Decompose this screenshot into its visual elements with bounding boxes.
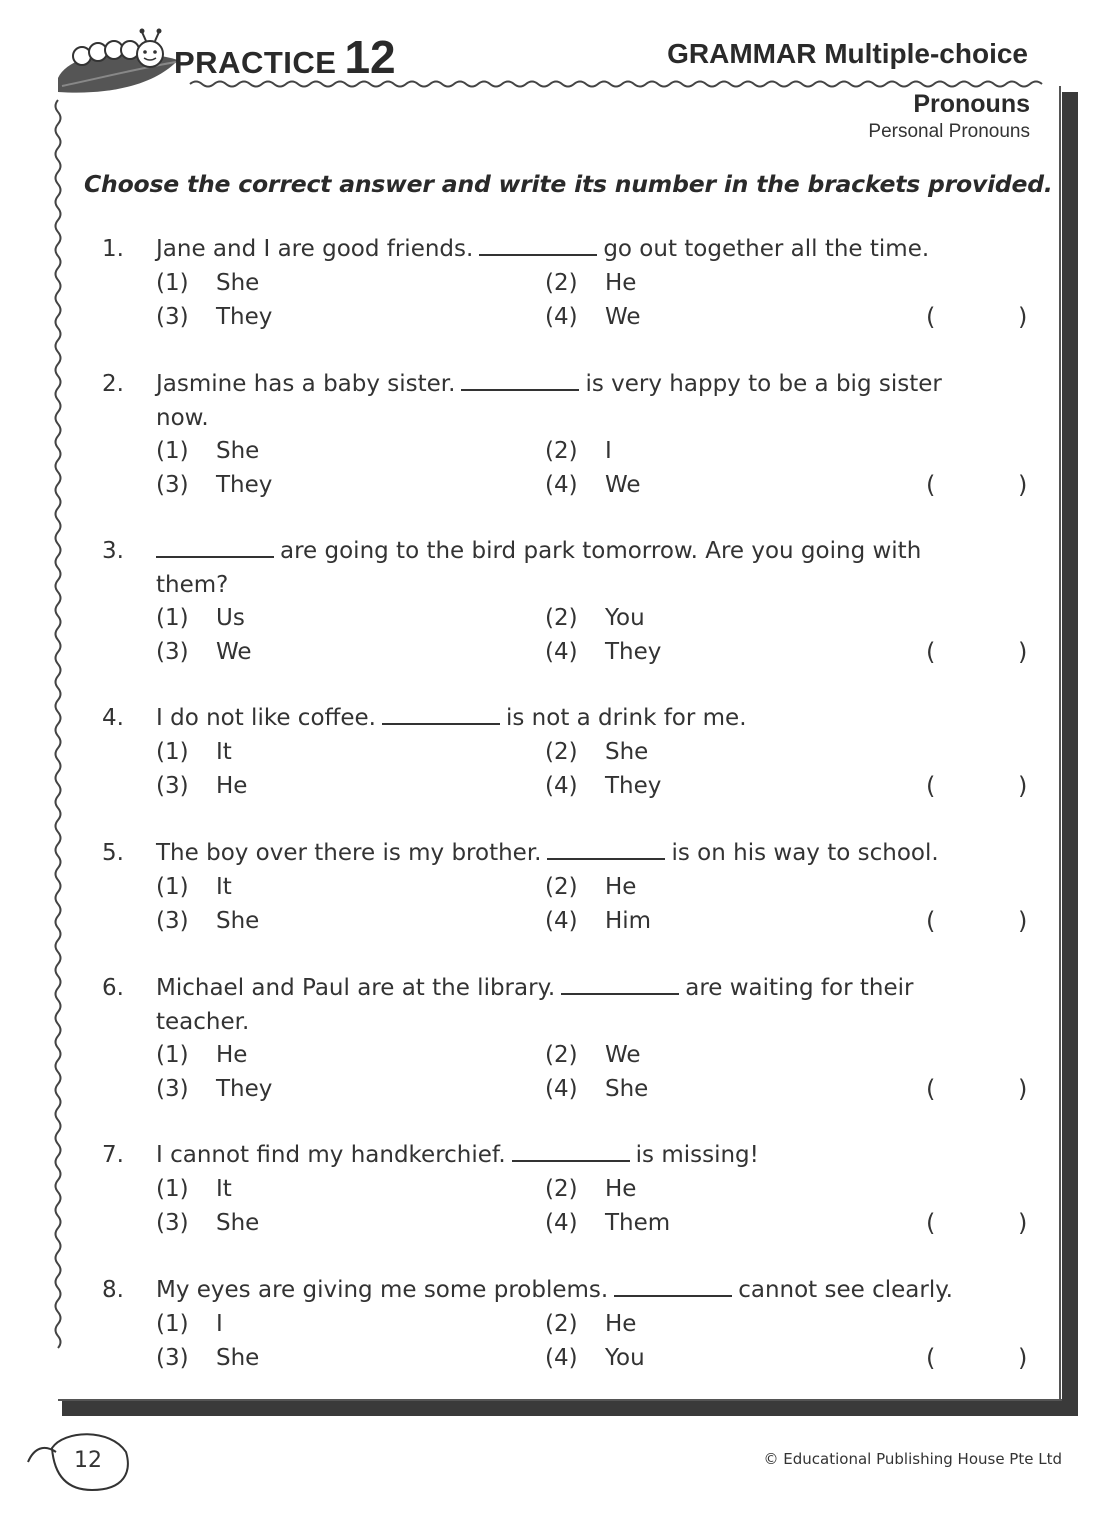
caterpillar-leaf-icon	[58, 29, 178, 93]
question-text	[156, 975, 913, 1001]
option-number: (2)	[545, 270, 578, 296]
answer-bracket-close[interactable]: )	[1018, 772, 1028, 800]
option-number: (2)	[545, 438, 578, 464]
option-text: It	[216, 739, 232, 765]
option-number: (3)	[156, 773, 189, 799]
question-text-after: cannot see clearly.	[738, 1277, 953, 1303]
option-text: Him	[605, 908, 652, 934]
answer-blank[interactable]	[479, 254, 597, 256]
answer-option[interactable]	[156, 1311, 223, 1337]
question-text-before: I do not like coffee.	[156, 705, 376, 731]
question-number: 1.	[102, 236, 124, 262]
option-number: (2)	[545, 1176, 578, 1202]
question-text	[156, 705, 747, 731]
option-text: We	[216, 639, 252, 665]
option-text: They	[216, 472, 273, 498]
answer-bracket-close[interactable]: )	[1018, 303, 1028, 331]
question-text-after: are waiting for their	[685, 975, 914, 1001]
option-text: He	[216, 773, 248, 799]
answer-option[interactable]	[156, 908, 259, 934]
answer-option[interactable]	[545, 1345, 645, 1371]
option-number: (1)	[156, 739, 189, 765]
practice-number: 12	[344, 31, 396, 83]
option-text: She	[216, 270, 260, 296]
option-number: (1)	[156, 605, 189, 631]
question-number: 2.	[102, 371, 124, 397]
option-number: (3)	[156, 304, 189, 330]
answer-option[interactable]	[545, 773, 661, 799]
option-text: Us	[216, 605, 245, 631]
answer-bracket-close[interactable]: )	[1018, 1344, 1028, 1372]
option-number: (4)	[545, 472, 578, 498]
question-text	[156, 236, 929, 262]
question-text-continued: now.	[156, 405, 209, 431]
question-number: 6.	[102, 975, 124, 1001]
answer-bracket-close[interactable]: )	[1018, 1075, 1028, 1103]
option-text: You	[605, 1345, 645, 1371]
option-number: (4)	[545, 1076, 578, 1102]
answer-option[interactable]	[545, 1076, 648, 1102]
question-text-after: is not a drink for me.	[505, 705, 747, 731]
answer-option[interactable]	[545, 874, 636, 900]
option-text: He	[216, 1042, 248, 1068]
answer-bracket-open[interactable]: (	[926, 907, 936, 935]
topic-title: Pronouns	[913, 90, 1030, 118]
answer-blank[interactable]	[561, 993, 679, 995]
answer-option[interactable]	[156, 739, 232, 765]
question-text-before: Michael and Paul are at the library.	[156, 975, 556, 1001]
question-number: 5.	[102, 840, 124, 866]
option-number: (1)	[156, 874, 189, 900]
answer-option[interactable]	[156, 1345, 259, 1371]
copyright-text: © Educational Publishing House Pte Ltd	[763, 1450, 1062, 1468]
question-text-before: The boy over there is my brother.	[156, 840, 542, 866]
answer-blank[interactable]	[382, 723, 500, 725]
answer-option[interactable]	[545, 1210, 670, 1236]
question-text	[156, 840, 939, 866]
option-number: (2)	[545, 1311, 578, 1337]
question-number: 3.	[102, 538, 124, 564]
option-text: He	[605, 874, 637, 900]
question-text-after: are going to the bird park tomorrow. Are you going with	[280, 538, 922, 564]
option-number: (2)	[545, 874, 578, 900]
practice-title	[174, 30, 396, 84]
option-number: (1)	[156, 1176, 189, 1202]
option-text: She	[605, 1076, 649, 1102]
answer-bracket-open[interactable]: (	[926, 1075, 936, 1103]
option-number: (3)	[156, 472, 189, 498]
question-text-before: My eyes are giving me some problems.	[156, 1277, 609, 1303]
answer-option[interactable]	[156, 438, 259, 464]
option-text: I	[216, 1311, 223, 1337]
option-text: She	[216, 1345, 260, 1371]
answer-option[interactable]	[545, 1311, 636, 1337]
page-number: 12	[74, 1448, 102, 1473]
practice-word: PRACTICE	[174, 45, 337, 80]
option-number: (4)	[545, 908, 578, 934]
option-text: They	[216, 1076, 273, 1102]
option-number: (1)	[156, 270, 189, 296]
option-text: She	[216, 438, 260, 464]
question-text-after: is missing!	[635, 1142, 759, 1168]
option-text: Them	[605, 1210, 671, 1236]
answer-blank[interactable]	[614, 1295, 732, 1297]
option-number: (4)	[545, 1210, 578, 1236]
option-number: (1)	[156, 1311, 189, 1337]
option-text: He	[605, 1311, 637, 1337]
option-text: They	[605, 773, 662, 799]
answer-option[interactable]	[545, 639, 661, 665]
option-text: We	[605, 304, 641, 330]
answer-blank[interactable]	[156, 556, 274, 558]
answer-option[interactable]	[545, 1042, 641, 1068]
question-text-continued: them?	[156, 572, 229, 598]
option-text: She	[216, 908, 260, 934]
option-text: I	[605, 438, 612, 464]
subtopic-title: Personal Pronouns	[868, 121, 1030, 142]
option-text: We	[605, 472, 641, 498]
question-text-after: is on his way to school.	[671, 840, 939, 866]
question-number: 4.	[102, 705, 124, 731]
option-number: (3)	[156, 1345, 189, 1371]
question-text	[156, 1142, 759, 1168]
question-text	[156, 371, 942, 397]
answer-bracket-close[interactable]: )	[1018, 638, 1028, 666]
grammar-type: Multiple-choice	[824, 38, 1028, 69]
option-number: (2)	[545, 605, 578, 631]
answer-bracket-close[interactable]: )	[1018, 471, 1028, 499]
answer-option[interactable]	[545, 304, 641, 330]
answer-option[interactable]	[545, 1176, 636, 1202]
option-number: (1)	[156, 438, 189, 464]
answer-bracket-open[interactable]: (	[926, 638, 936, 666]
option-text: They	[216, 304, 273, 330]
answer-option[interactable]	[156, 1042, 247, 1068]
answer-option[interactable]	[156, 605, 245, 631]
option-text: It	[216, 1176, 232, 1202]
option-number: (4)	[545, 773, 578, 799]
answer-bracket-close[interactable]: )	[1018, 1209, 1028, 1237]
answer-option[interactable]	[545, 908, 651, 934]
instruction-text: Choose the correct answer and write its number in the brackets provided.	[84, 170, 1053, 198]
answer-option[interactable]	[545, 270, 636, 296]
option-text: It	[216, 874, 232, 900]
option-number: (4)	[545, 304, 578, 330]
question-text	[156, 538, 921, 564]
question-text-before: Jasmine has a baby sister.	[156, 371, 456, 397]
question-text	[156, 1277, 953, 1303]
answer-blank[interactable]	[461, 389, 579, 391]
question-text-after: is very happy to be a big sister	[585, 371, 942, 397]
question-text-continued: teacher.	[156, 1009, 250, 1035]
option-number: (2)	[545, 739, 578, 765]
option-text: She	[216, 1210, 260, 1236]
option-text: He	[605, 270, 637, 296]
option-number: (3)	[156, 1076, 189, 1102]
answer-option[interactable]	[156, 874, 232, 900]
answer-bracket-open[interactable]: (	[926, 1344, 936, 1372]
answer-bracket-open[interactable]: (	[926, 772, 936, 800]
answer-option[interactable]	[156, 304, 272, 330]
question-number: 8.	[102, 1277, 124, 1303]
option-text: She	[605, 739, 649, 765]
answer-option[interactable]	[156, 1176, 232, 1202]
answer-option[interactable]	[156, 270, 259, 296]
answer-blank[interactable]	[547, 858, 665, 860]
answer-option[interactable]	[156, 639, 252, 665]
grammar-word: GRAMMAR	[667, 38, 817, 69]
option-number: (4)	[545, 1345, 578, 1371]
option-number: (3)	[156, 1210, 189, 1236]
question-text-before: Jane and I are good friends.	[156, 236, 474, 262]
answer-option[interactable]	[545, 472, 641, 498]
answer-bracket-open[interactable]: (	[926, 1209, 936, 1237]
question-text-after: go out together all the time.	[603, 236, 930, 262]
answer-option[interactable]	[156, 773, 247, 799]
answer-blank[interactable]	[512, 1160, 630, 1162]
option-text: We	[605, 1042, 641, 1068]
option-number: (2)	[545, 1042, 578, 1068]
option-number: (1)	[156, 1042, 189, 1068]
answer-bracket-open[interactable]: (	[926, 471, 936, 499]
option-text: They	[605, 639, 662, 665]
answer-bracket-open[interactable]: (	[926, 303, 936, 331]
answer-option[interactable]	[545, 438, 612, 464]
question-text-before: I cannot find my handkerchief.	[156, 1142, 506, 1168]
option-number: (4)	[545, 639, 578, 665]
answer-option[interactable]	[156, 472, 272, 498]
option-number: (3)	[156, 908, 189, 934]
section-title	[667, 38, 1028, 70]
option-number: (3)	[156, 639, 189, 665]
question-number: 7.	[102, 1142, 124, 1168]
answer-bracket-close[interactable]: )	[1018, 907, 1028, 935]
answer-option[interactable]	[545, 605, 645, 631]
option-text: He	[605, 1176, 637, 1202]
answer-option[interactable]	[545, 739, 648, 765]
answer-option[interactable]	[156, 1210, 259, 1236]
option-text: You	[605, 605, 645, 631]
answer-option[interactable]	[156, 1076, 272, 1102]
